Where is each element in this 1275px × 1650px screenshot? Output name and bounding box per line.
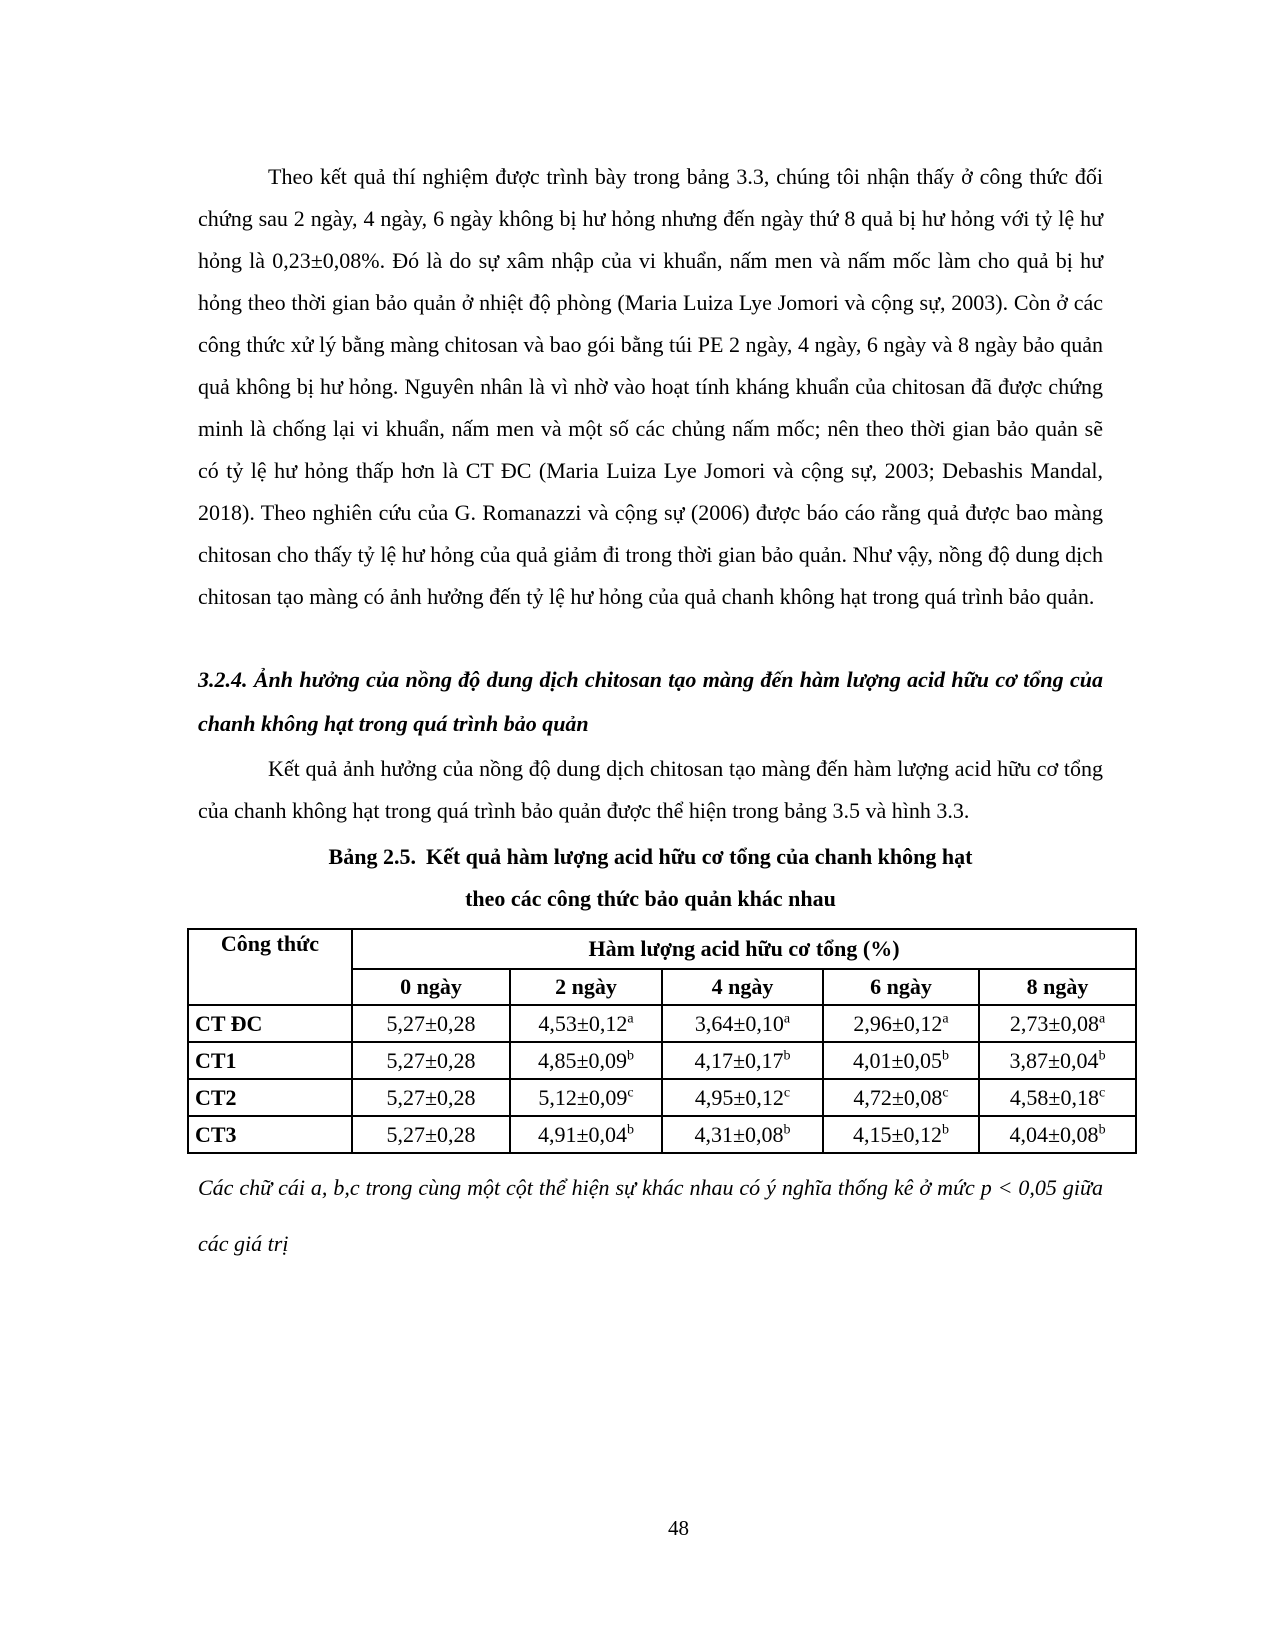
table-cell: 4,31±0,08$^b$ xyxy=(662,1116,823,1153)
page-number: 48 xyxy=(668,1516,689,1540)
table-row xyxy=(188,1079,1136,1116)
column-header-day-0: 0 ngày xyxy=(352,969,510,1005)
table-cell: 4,95±0,12$^c$ xyxy=(662,1079,823,1116)
table-cell: 5,27±0,28 xyxy=(352,1116,510,1153)
table-caption-text: Kết quả hàm lượng acid hữu cơ tổng của chanh không hạt xyxy=(425,844,973,869)
column-header-day-8: 8 ngày xyxy=(979,969,1136,1005)
table-cell: 4,15±0,12$^b$ xyxy=(823,1116,979,1153)
table-cell: 4,01±0,05$^b$ xyxy=(823,1042,979,1079)
column-header-day-4: 4 ngày xyxy=(662,969,823,1005)
column-header-formula: Công thức xyxy=(188,929,352,1005)
table-caption-line2: theo các công thức bảo quản khác nhau xyxy=(465,886,836,911)
significance-letter: a xyxy=(783,1011,791,1027)
table-cell: 4,58±0,18$^c$ xyxy=(979,1079,1136,1116)
row-label: CT3 xyxy=(188,1116,352,1153)
table-header-row-group xyxy=(188,929,1136,969)
significance-letter: b xyxy=(627,1122,635,1138)
significance-letter: b xyxy=(1098,1048,1106,1064)
table-cell: 3,64±0,10$^a$ xyxy=(662,1005,823,1042)
column-header-day-2: 2 ngày xyxy=(510,969,662,1005)
table-cell: 5,27±0,28 xyxy=(352,1005,510,1042)
significance-letter: b xyxy=(942,1122,950,1138)
table-cell: 3,87±0,04$^b$ xyxy=(979,1042,1136,1079)
significance-letter: b xyxy=(783,1122,791,1138)
column-header-day-6: 6 ngày xyxy=(823,969,979,1005)
significance-letter: b xyxy=(627,1048,635,1064)
table-cell: 2,73±0,08$^a$ xyxy=(979,1005,1136,1042)
table-cell: 5,27±0,28 xyxy=(352,1042,510,1079)
table-row xyxy=(188,1005,1136,1042)
table-row xyxy=(188,1042,1136,1079)
row-label: CT2 xyxy=(188,1079,352,1116)
table-cell: 5,27±0,28 xyxy=(352,1079,510,1116)
table-cell: 5,12±0,09$^c$ xyxy=(510,1079,662,1116)
section-heading-3-2-4: 3.2.4. Ảnh hưởng của nồng độ dung dịch chitosan tạo màng đến hàm lượng acid hữu cơ tổng của chanh không hạt trong quá trình bảo quản xyxy=(198,667,1103,736)
significance-letter: b xyxy=(783,1048,791,1064)
significance-letter: a xyxy=(627,1011,634,1027)
row-label: CT1 xyxy=(188,1042,352,1079)
significance-letter: c xyxy=(1098,1085,1106,1101)
table-cell: 4,91±0,04$^b$ xyxy=(510,1116,662,1153)
table-caption-label: Bảng 2.5. xyxy=(328,844,416,869)
table-caption-line1 xyxy=(198,836,1103,878)
significance-letter: c xyxy=(783,1085,791,1101)
significance-letter: a xyxy=(942,1011,949,1027)
table-caption xyxy=(198,836,1103,920)
significance-letter: c xyxy=(942,1085,949,1101)
significance-letter: b xyxy=(1098,1122,1106,1138)
significance-letter: a xyxy=(1098,1011,1106,1027)
acid-content-table xyxy=(187,928,1137,1154)
table-cell: 4,04±0,08$^b$ xyxy=(979,1116,1136,1153)
table-footnote: Các chữ cái a, b,c trong cùng một cột thể hiện sự khác nhau có ý nghĩa thống kê ở mức p < 0,05 giữa các giá trị xyxy=(198,1175,1103,1256)
table-cell: 4,53±0,12$^a$ xyxy=(510,1005,662,1042)
table-row xyxy=(188,1116,1136,1153)
table-cell: 4,72±0,08$^c$ xyxy=(823,1079,979,1116)
paragraph-acid-intro: Kết quả ảnh hưởng của nồng độ dung dịch chitosan tạo màng đến hàm lượng acid hữu cơ tổng của chanh không hạt trong quá trình bảo quản được thể hiện trong bảng 3.5 và hình 3.3. xyxy=(198,756,1103,823)
row-label: CT ĐC xyxy=(188,1005,352,1042)
acid-table-body xyxy=(188,1005,1136,1153)
column-header-group: Hàm lượng acid hữu cơ tổng (%) xyxy=(352,929,1136,969)
paragraph-results-discussion: Theo kết quả thí nghiệm được trình bày trong bảng 3.3, chúng tôi nhận thấy ở công thức đối chứng sau 2 ngày, 4 ngày, 6 ngày không bị hư hỏng nhưng đến ngày thứ 8 quả bị hư hỏng với tỷ lệ hư hỏng là 0,23±0,08%. Đó là do sự xâm nhập của vi khuẩn, nấm men và nấm mốc làm cho quả bị hư hỏng theo thời gian bảo quản ở nhiệt độ phòng (Maria Luiza Lye Jomori và cộng sự, 2003). Còn ở các công thức xử lý bằng màng chitosan và bao gói bằng túi PE 2 ngày, 4 ngày, 6 ngày và 8 ngày bảo quản quả không bị hư hỏng. Nguyên nhân là vì nhờ vào hoạt tính kháng khuẩn của chitosan đã được chứng minh là chống lại vi khuẩn, nấm men và một số các chủng nấm mốc; nên theo thời gian bảo quản sẽ có tỷ lệ hư hỏng thấp hơn là CT ĐC (Maria Luiza Lye Jomori và cộng sự, 2003; Debashis Mandal, 2018). Theo nghiên cứu của G. Romanazzi và cộng sự (2006) được báo cáo rằng quả được bao màng chitosan cho thấy tỷ lệ hư hỏng của quả giảm đi trong thời gian bảo quản. Như vậy, nồng độ dung dịch chitosan tạo màng có ảnh hưởng đến tỷ lệ hư hỏng của quả chanh không hạt trong quá trình bảo quản. xyxy=(198,164,1103,609)
significance-letter: c xyxy=(627,1085,634,1101)
table-cell: 4,85±0,09$^b$ xyxy=(510,1042,662,1079)
table-cell: 2,96±0,12$^a$ xyxy=(823,1005,979,1042)
table-cell: 4,17±0,17$^b$ xyxy=(662,1042,823,1079)
significance-letter: b xyxy=(942,1048,950,1064)
